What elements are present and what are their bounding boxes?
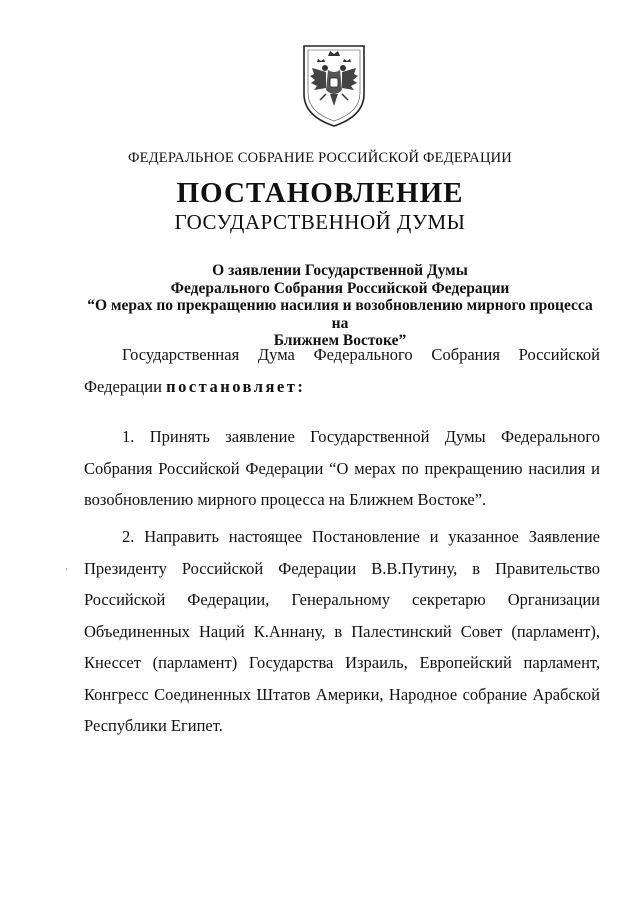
heading-line: Федерального Собрания Российской Федерации: [170, 279, 510, 297]
heading-line: О заявлении Государственной Думы: [212, 262, 468, 279]
paragraph-line: возобновлению мирного процесса на Ближнем Востоке”.: [84, 490, 487, 509]
item-1-paragraph: [84, 421, 600, 516]
paragraph-line: Государственная Дума Федерального Собрания Российской: [122, 345, 600, 364]
coat-of-arms-emblem: [300, 42, 368, 128]
organization-name: ФЕДЕРАЛЬНОЕ СОБРАНИЕ РОССИЙСКОЙ ФЕДЕРАЦИИ: [128, 150, 512, 166]
paragraph-line: 2. Направить настоящее Постановление и указанное Заявление: [122, 527, 600, 546]
paragraph-line: 1. Принять заявление Государственной Думы Федерального: [122, 427, 600, 446]
document-subtitle: ГОСУДАРСТВЕННОЙ ДУМЫ: [174, 210, 466, 234]
preamble-prefix: Федерации: [84, 376, 167, 396]
document-title: ПОСТАНОВЛЕНИЕ: [176, 177, 464, 209]
item-2-paragraph: [84, 521, 600, 742]
paragraph-line: Президенту Российской Федерации В.В.Путину, в Правительство: [84, 558, 600, 578]
heading-line: Ближнем Востоке”: [273, 332, 407, 349]
heading-line: “О мерах по прекращению насилия и возобновлению мирного процесса на: [87, 297, 593, 332]
paragraph-line: Собрания Российской Федерации “О мерах по прекращению насилия и: [84, 458, 600, 478]
paragraph-line: Республики Египет.: [84, 716, 223, 735]
paragraph-line: Объединенных Наций К.Аннану, в Палестинский Совет (парламент),: [84, 621, 600, 641]
paragraph-line: Российской Федерации, Генеральному секретарю Организации: [84, 590, 600, 609]
resolves-emphasis: постановляет:: [166, 376, 306, 396]
preamble-paragraph: [84, 339, 600, 402]
paragraph-line: Конгресс Соединенных Штатов Америки, Народное собрание Арабской: [84, 684, 600, 704]
paragraph-line: [84, 371, 600, 403]
paragraph-line: Кнессет (парламент) Государства Израиль, Европейский парламент,: [84, 653, 600, 672]
resolution-heading: [80, 262, 600, 350]
scan-artifact: [66, 568, 67, 571]
